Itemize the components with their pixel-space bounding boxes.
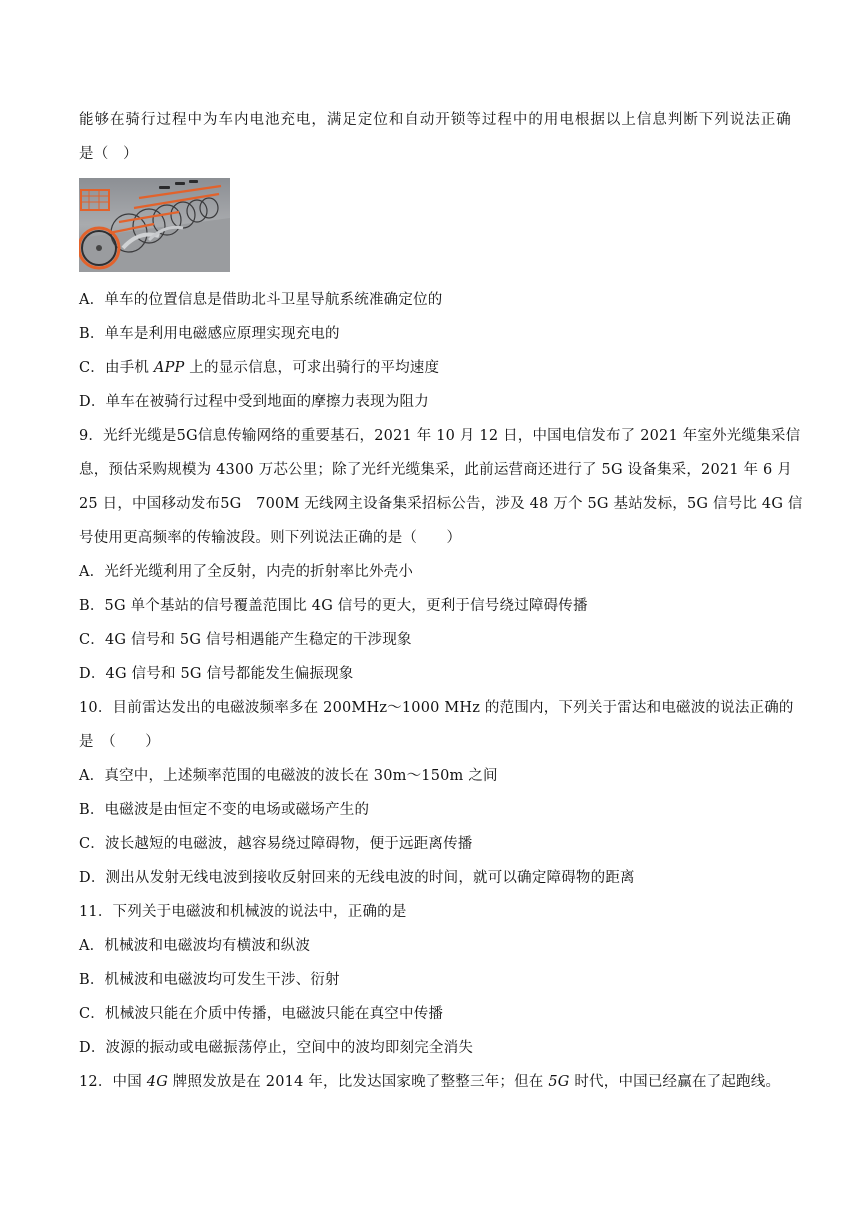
- q12-stem: [79, 1072, 791, 1092]
- q10-option-d: D．测出从发射无线电波到接收反射回来的无线电波的时间，就可以确定障碍物的距离: [79, 870, 635, 886]
- q12-stem-mid: 牌照发放是在 2014 年，比发达国家晚了整整三年；但在: [167, 1074, 549, 1090]
- q9-option-d: D．4G 信号和 5G 信号都能发生偏振现象: [79, 666, 354, 682]
- intro-line-1: 能够在骑行过程中为车内电池充电，满足定位和自动开锁等过程中的用电根据以上信息判断下列说法正确: [79, 112, 791, 128]
- q11-option-c: C．机械波只能在介质中传播，电磁波只能在真空中传播: [79, 1006, 444, 1022]
- q9-option-c: C．4G 信号和 5G 信号相遇能产生稳定的干涉现象: [79, 632, 412, 648]
- q12-stem-pre: 12．中国: [79, 1074, 147, 1090]
- q11-option-b: B．机械波和电磁波均可发生干涉、衍射: [79, 972, 340, 988]
- q10-stem-line-1: 10．目前雷达发出的电磁波频率多在 200MHz～1000 MHz 的范围内，下列关于雷达和电磁波的说法正确的: [79, 700, 794, 716]
- q12-stem-5g: 5G: [548, 1074, 570, 1090]
- q10-stem-line-2: 是 （ ）: [79, 734, 160, 750]
- q10-option-c: C．波长越短的电磁波，越容易绕过障碍物，便于远距离传播: [79, 836, 473, 852]
- q8-option-b: B．单车是利用电磁感应原理实现充电的: [79, 326, 340, 342]
- q9-option-a: A．光纤光缆利用了全反射，内壳的折射率比外壳小: [79, 564, 414, 580]
- bike-photo: [79, 178, 230, 272]
- q10-option-b: B．电磁波是由恒定不变的电场或磁场产生的: [79, 802, 370, 818]
- q9-stem-line-2: 息，预估采购规模为 4300 万芯公里；除了光纤光缆集采，此前运营商还进行了 5G 设备集采，2021 年 6 月: [79, 462, 792, 478]
- q9-stem-line-3: 25 日，中国移动发布5G 700M 无线网主设备集采招标公告，涉及 48 万个 5G 基站发标，5G 信号比 4G 信: [79, 496, 803, 512]
- q8-option-c-post: 上的显示信息，可求出骑行的平均速度: [184, 360, 440, 376]
- q8-option-a: A．单车的位置信息是借助北斗卫星导航系统准确定位的: [79, 292, 443, 308]
- q8-option-c-app: APP: [153, 360, 185, 376]
- q10-option-a: A．真空中，上述频率范围的电磁波的波长在 30m～150m 之间: [79, 768, 498, 784]
- q11-stem: 11．下列关于电磁波和机械波的说法中，正确的是: [79, 904, 407, 920]
- q11-option-d: D．波源的振动或电磁振荡停止，空间中的波均即刻完全消失: [79, 1040, 474, 1056]
- q9-stem-line-1: 9．光纤光缆是5G信息传输网络的重要基石，2021 年 10 月 12 日，中国电信发布了 2021 年室外光缆集采信: [79, 428, 801, 444]
- q9-stem-line-4: 号使用更高频率的传输波段。则下列说法正确的是（ ）: [79, 530, 462, 546]
- q8-option-c: [79, 358, 791, 378]
- intro-line-2: 是（ ）: [79, 146, 138, 162]
- q8-option-c-pre: C．由手机: [79, 360, 154, 376]
- q12-stem-4g: 4G: [146, 1074, 168, 1090]
- q8-option-d: D．单车在被骑行过程中受到地面的摩擦力表现为阻力: [79, 394, 429, 410]
- q12-stem-post: 时代，中国已经赢在了起跑线。: [569, 1074, 781, 1090]
- q9-option-b: B．5G 单个基站的信号覆盖范围比 4G 信号的更大，更利于信号绕过障碍传播: [79, 598, 588, 614]
- q11-option-a: A．机械波和电磁波均有横波和纵波: [79, 938, 311, 954]
